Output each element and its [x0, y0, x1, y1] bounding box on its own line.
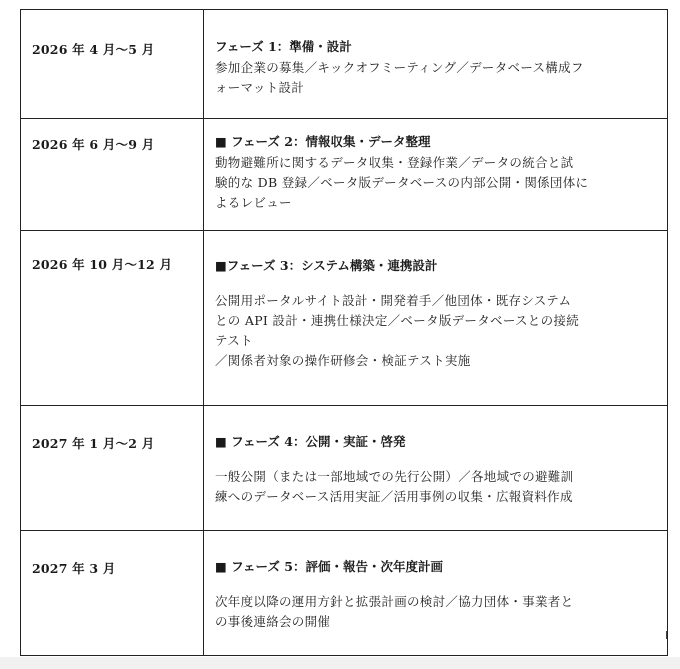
schedule-table: [20, 9, 668, 656]
phase-description: 公開用ポータルサイト設計・開発着手／他団体・既存システム との API 設計・連携仕様決定／ベータ版データベースとの接続 テスト ／関係者対象の操作研修会・検証テスト実施: [215, 293, 579, 368]
content-cell: [204, 10, 668, 119]
text-cursor: [666, 631, 667, 639]
period-label: 2027 年 3 月: [32, 561, 116, 576]
phase-title: ■ フェーズ 4：公開・実証・啓発: [215, 434, 406, 449]
period-cell: [21, 231, 204, 406]
phase-description: 一般公開（または一部地域での先行公開）／各地域での避難訓 練へのデータベース活用実証／活用事例の収集・広報資料作成: [215, 469, 574, 504]
table-row: [21, 10, 668, 119]
period-label: 2026 年 4 月～5 月: [32, 42, 155, 57]
phase-description: 参加企業の募集／キックオフミーティング／データベース構成フ ォーマット設計: [215, 60, 584, 95]
editor-bottom-band: [0, 657, 680, 669]
phase-title: フェーズ 1：準備・設計: [215, 39, 352, 54]
content-cell: [204, 531, 668, 656]
period-label: 2026 年 10 月～12 月: [32, 257, 173, 272]
period-cell: [21, 406, 204, 531]
content-cell: [204, 406, 668, 531]
phase-title: ■ フェーズ 5：評価・報告・次年度計画: [215, 559, 443, 574]
table-row: [21, 119, 668, 231]
phase-description: 次年度以降の運用方針と拡張計画の検討／協力団体・事業者と の事後連絡会の開催: [215, 594, 574, 629]
phase-title: ■ フェーズ 2：情報収集・データ整理: [215, 134, 431, 149]
period-cell: [21, 10, 204, 119]
period-label: 2027 年 1 月～2 月: [32, 436, 155, 451]
phase-description: 動物避難所に関するデータ収集・登録作業／データの統合と試 験的な DB 登録／ベータ版データベースの内部公開・関係団体に よるレビュー: [215, 155, 589, 210]
content-cell: [204, 231, 668, 406]
phase-title: ■フェーズ 3：システム構築・連携設計: [215, 258, 438, 273]
content-cell: [204, 119, 668, 231]
period-cell: [21, 531, 204, 656]
table-row: [21, 531, 668, 656]
period-label: 2026 年 6 月～9 月: [32, 137, 155, 152]
period-cell: [21, 119, 204, 231]
table-row: [21, 406, 668, 531]
table-row: [21, 231, 668, 406]
